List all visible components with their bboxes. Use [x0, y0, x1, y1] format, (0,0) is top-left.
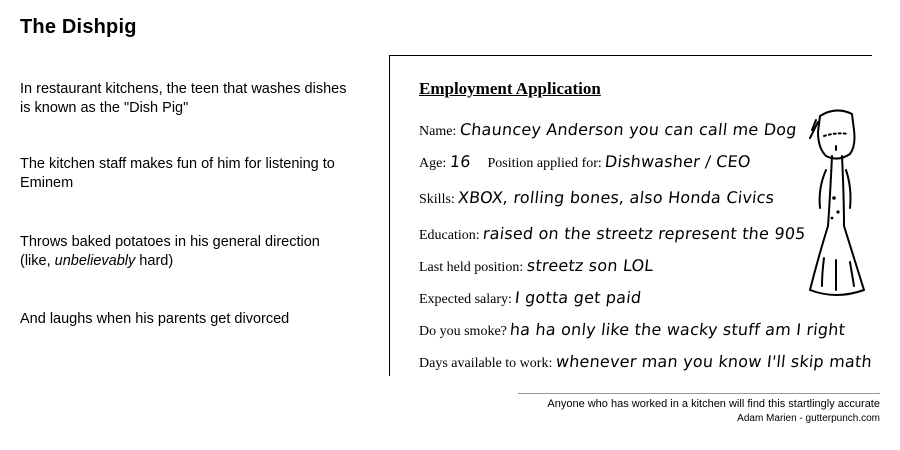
footer-credit: Adam Marien - gutterpunch.com [737, 413, 880, 424]
days-label: Days available to work: [419, 356, 553, 371]
days-row [419, 352, 872, 372]
skills-value: XBOX, rolling bones, also Honda Civics [457, 188, 776, 207]
caption-3-emphasis: unbelievably [54, 253, 136, 269]
smoke-row [419, 320, 846, 340]
caption-2: The kitchen staff makes fun of him for listening to Eminem [20, 156, 335, 191]
caption-1: In restaurant kitchens, the teen that washes dishes is known as the "Dish Pig" [20, 81, 347, 116]
salary-row [419, 288, 642, 308]
skills-label: Skills: [419, 192, 455, 207]
days-value: whenever man you know I'll skip math [554, 352, 873, 371]
education-value: raised on the streetz represent the 905 [482, 224, 807, 243]
age-value: 16 [448, 152, 472, 171]
page-title: The Dishpig [20, 16, 137, 38]
last-position-value: streetz son LOL [525, 256, 655, 275]
name-row [419, 120, 797, 140]
smoke-value: ha ha only like the wacky stuff am I right [509, 320, 847, 339]
caption-3-after: hard) [135, 253, 174, 269]
skills-row [419, 188, 775, 208]
smoke-label: Do you smoke? [419, 324, 507, 339]
last-position-row [419, 256, 653, 276]
footer-divider [518, 393, 880, 394]
name-label: Name: [419, 124, 457, 139]
application-title: Employment Application [419, 79, 601, 98]
age-row [419, 152, 751, 172]
education-row [419, 224, 806, 244]
position-label: Position applied for: [487, 156, 602, 171]
name-value: Chauncey Anderson you can call me Dog [458, 120, 798, 139]
age-label: Age: [419, 156, 447, 171]
position-value: Dishwasher / CEO [604, 152, 752, 171]
education-label: Education: [419, 228, 480, 243]
salary-value: I gotta get paid [514, 288, 643, 307]
caption-4: And laughs when his parents get divorced [20, 311, 290, 327]
comic-panel [389, 55, 872, 376]
caption-3 [20, 233, 350, 271]
caption-3-before: Throws baked potatoes in his general direction (like, [20, 234, 320, 269]
salary-label: Expected salary: [419, 292, 512, 307]
last-position-label: Last held position: [419, 260, 524, 275]
dishpig-figure-illustration [806, 108, 868, 304]
footer-caption: Anyone who has worked in a kitchen will find this startlingly accurate [547, 398, 880, 410]
